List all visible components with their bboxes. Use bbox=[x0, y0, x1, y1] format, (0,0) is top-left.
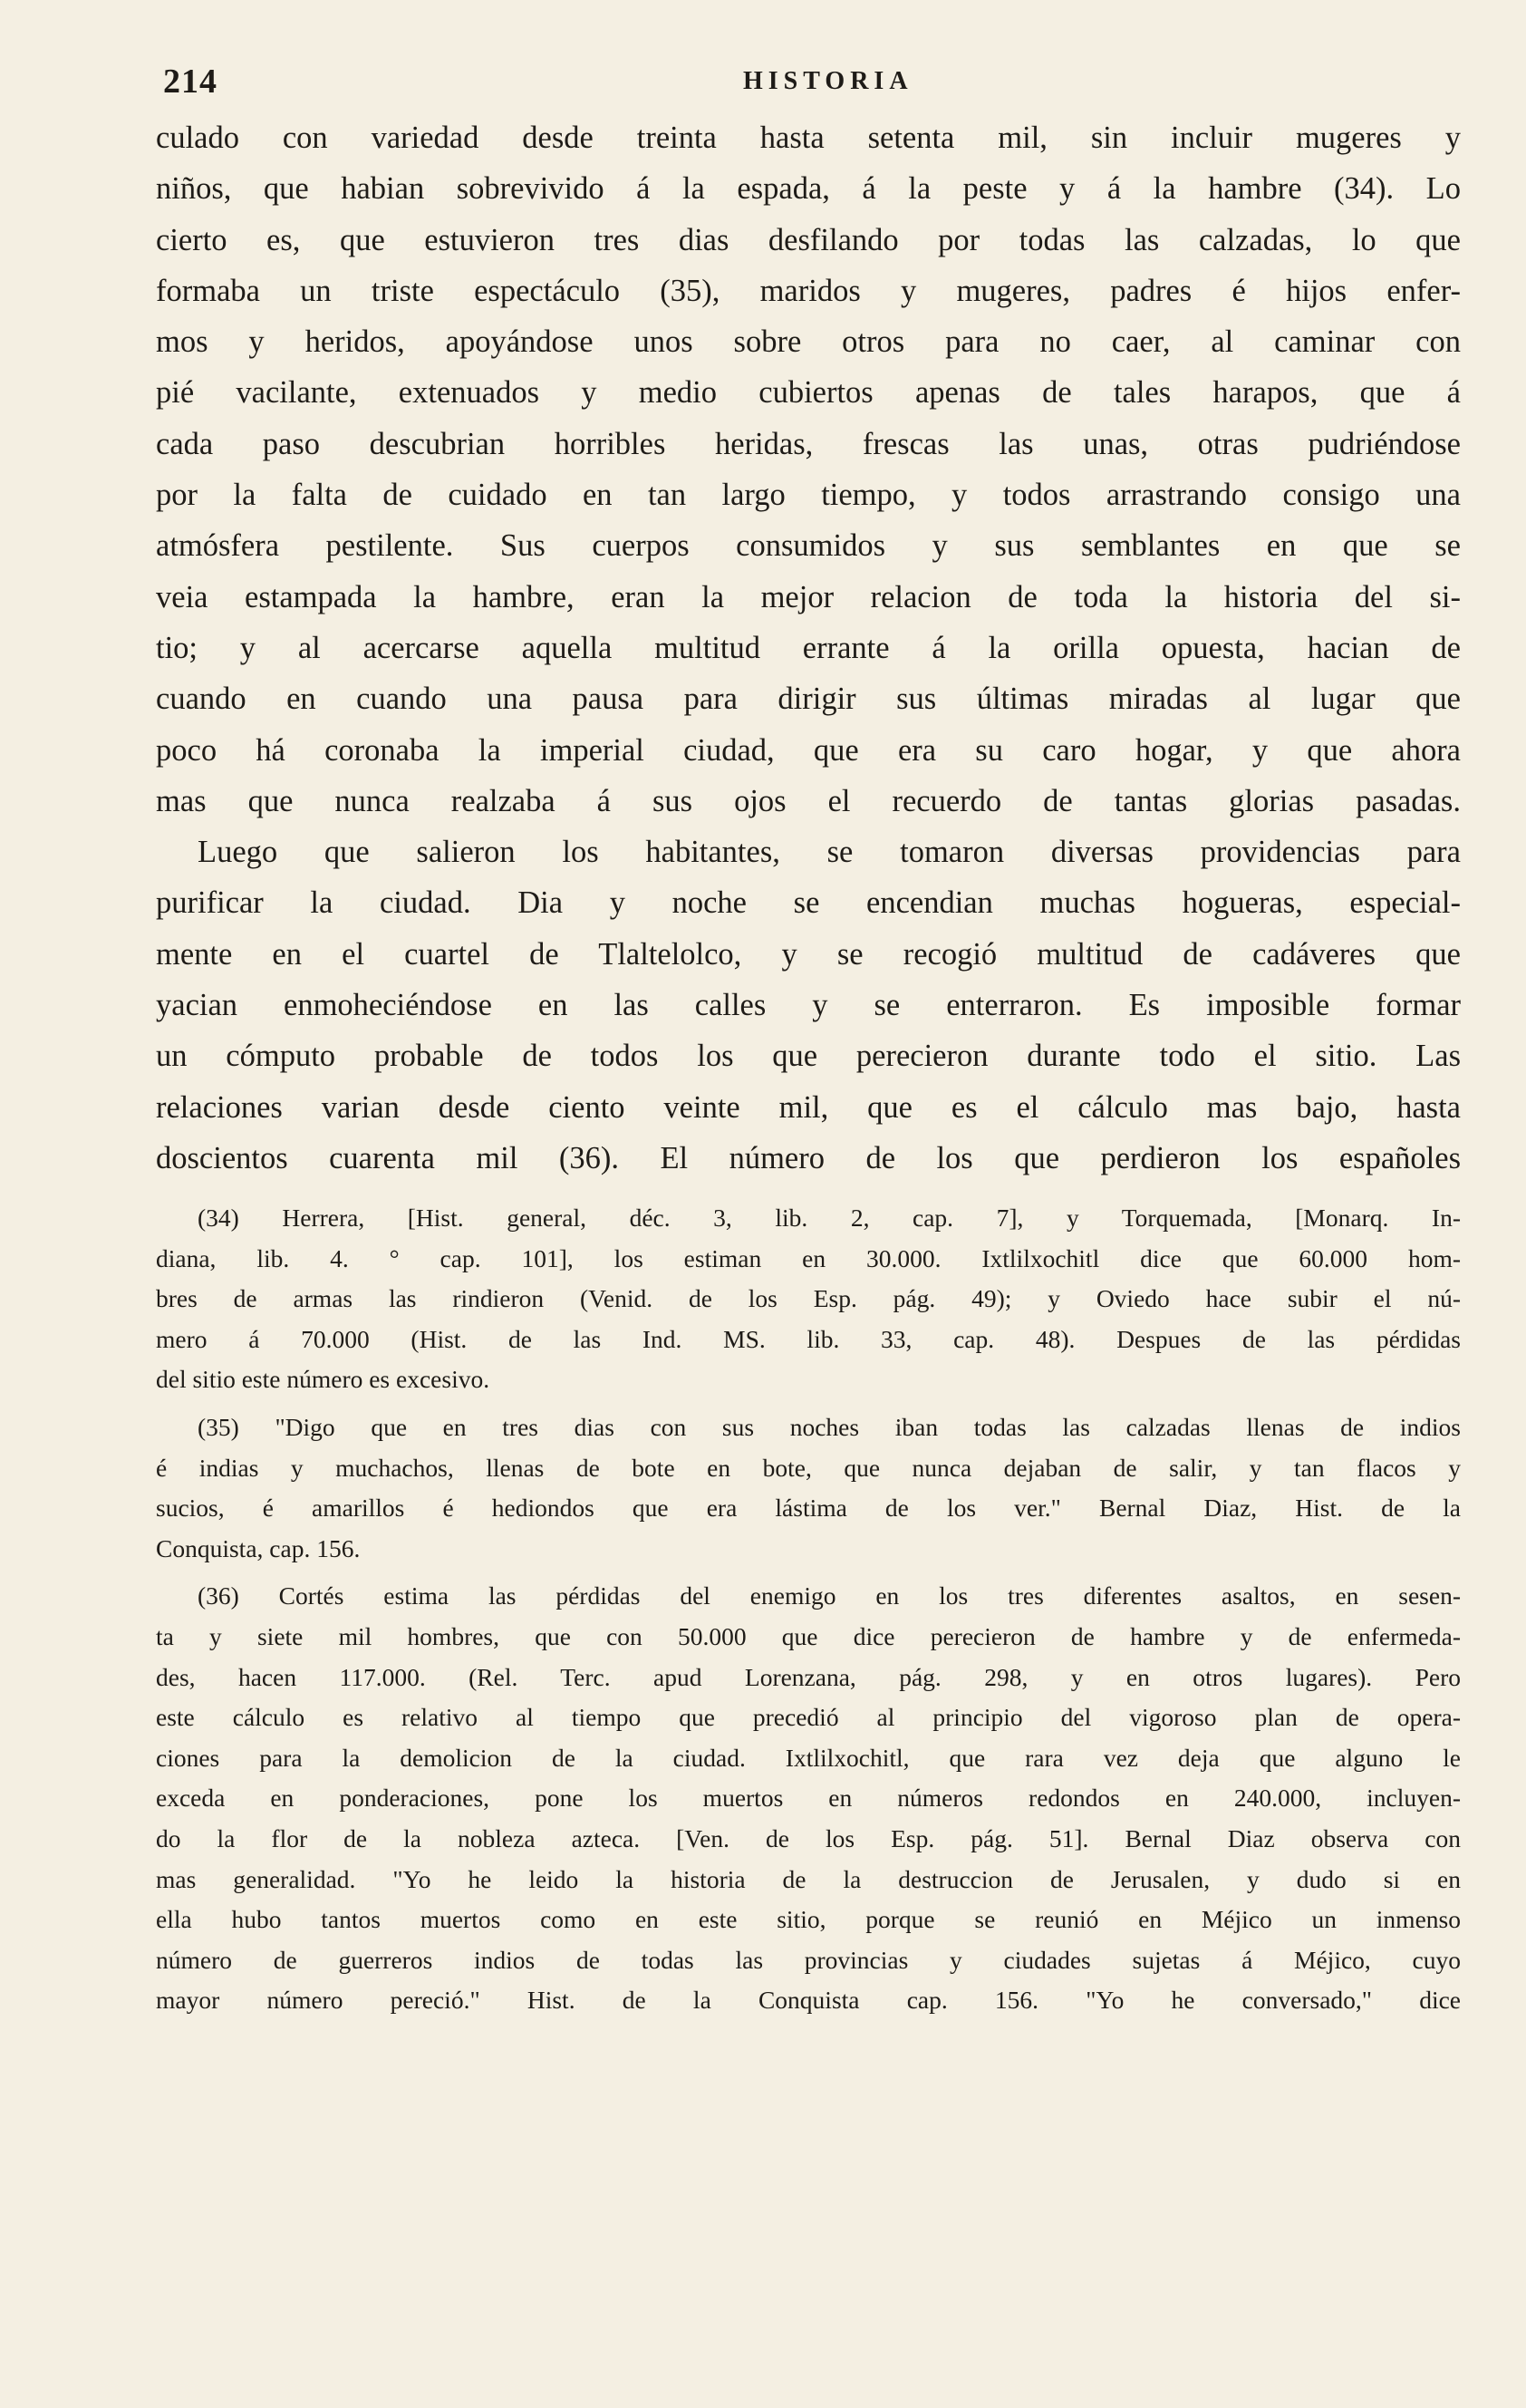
footnote-35 bbox=[156, 1407, 1461, 1569]
main-text bbox=[156, 112, 1461, 1184]
body-line-1: culado con variedad desde treinta hasta setenta mil, sin incluir mugeres y bbox=[156, 121, 1461, 155]
footnote-line: do la flor de la nobleza azteca. [Ven. de los Esp. pág. 51]. Bernal Diaz observa con bbox=[156, 1823, 1461, 1852]
footnote-line: bres de armas las rindieron (Venid. de los Esp. pág. 49); y Oviedo hace subir el nú- bbox=[156, 1284, 1461, 1313]
footnote-line: Conquista, cap. 156. bbox=[156, 1533, 361, 1562]
page-number: 214 bbox=[163, 63, 217, 101]
footnote-line: diana, lib. 4. ° cap. 101], los estiman en 30.000. Ixtlilxochitl dice que 60.000 hom- bbox=[156, 1243, 1461, 1272]
footnote-line: mayor número pereció." Hist. de la Conquista cap. 156. "Yo he conversado," dice bbox=[156, 1986, 1461, 2015]
body-line-2: niños, que habian sobrevivido á la espada, á la peste y á la hambre (34). Lo bbox=[156, 171, 1461, 207]
footnote-line: mero á 70.000 (Hist. de las Ind. MS. lib. 33, cap. 48). Despues de las pérdidas bbox=[156, 1324, 1461, 1353]
footnote-line: mas generalidad. "Yo he leido la historia de la destruccion de Jerusalen, y dudo si en bbox=[156, 1864, 1461, 1893]
footnote-line: sucios, é amarillos é hediondos que era lástima de los ver." Bernal Diaz, Hist. de la bbox=[156, 1494, 1461, 1523]
footnote-line: des, hacen 117.000. (Rel. Terc. apud Lorenzana, pág. 298, y en otros lugares). Pero bbox=[156, 1662, 1461, 1691]
footnote-line: exceda en ponderaciones, pone los muertos en números redondos en 240.000, incluyen- bbox=[156, 1784, 1461, 1813]
body-line-8: por la falta de cuidado en tan largo tiempo, y todos arrastrando consigo una bbox=[156, 478, 1461, 513]
body-line-16: purificar la ciudad. Dia y noche se encendian muchas hogueras, especial- bbox=[156, 885, 1461, 921]
footnote-line: (34) Herrera, [Hist. general, déc. 3, lib. 2, cap. 7], y Torquemada, [Monarq. In- bbox=[198, 1204, 1461, 1232]
footnote-line: número de guerreros indios de todas las provincias y ciudades sujetas á Méjico, cuyo bbox=[156, 1945, 1461, 1974]
footnote-line: (35) "Digo que en tres dias con sus noches iban todas las calzadas llenas de indios bbox=[198, 1412, 1461, 1441]
footnotes bbox=[156, 1198, 1461, 2021]
body-line-13: poco há coronaba la imperial ciudad, que era su caro hogar, y que ahora bbox=[156, 732, 1461, 768]
body-line-20: relaciones varian desde ciento veinte mil, que es el cálculo mas bajo, hasta bbox=[156, 1089, 1461, 1125]
body-line-14: mas que nunca realzaba á sus ojos el recuerdo de tantas glorias pasadas. bbox=[156, 783, 1461, 818]
footnote-line: ella hubo tantos muertos como en este sitio, porque se reunió en Méjico un inmenso bbox=[156, 1905, 1461, 1934]
footnote-34 bbox=[156, 1198, 1461, 1400]
body-line-3: cierto es, que estuvieron tres dias desfilando por todas las calzadas, lo que bbox=[156, 222, 1461, 257]
footnote-line: del sitio este número es excesivo. bbox=[156, 1365, 490, 1394]
footnote-line: (36) Cortés estima las pérdidas del enemigo en los tres diferentes asaltos, en sesen- bbox=[198, 1581, 1461, 1610]
body-line-11: tio; y al acercarse aquella multitud errante á la orilla opuesta, hacian de bbox=[156, 630, 1461, 665]
body-line-6: pié vacilante, extenuados y medio cubiertos apenas de tales harapos, que á bbox=[156, 375, 1461, 411]
body-line-21: doscientos cuarenta mil (36). El número de los que perdieron los españoles bbox=[156, 1140, 1461, 1175]
footnote-gap bbox=[156, 1400, 1461, 1407]
footnote-gap bbox=[156, 1569, 1461, 1576]
body-line-19: un cómputo probable de todos los que perecieron durante todo el sitio. Las bbox=[156, 1039, 1461, 1074]
body-line-7: cada paso descubrian horribles heridas, frescas las unas, otras pudriéndose bbox=[156, 426, 1461, 461]
body-line-15: Luego que salieron los habitantes, se tomaron diversas providencias para bbox=[198, 835, 1461, 870]
page-header bbox=[163, 62, 1468, 116]
running-head: HISTORIA bbox=[743, 67, 913, 95]
body-line-17: mente en el cuartel de Tlaltelolco, y se recogió multitud de cadáveres que bbox=[156, 936, 1461, 972]
body-line-18: yacian enmoheciéndose en las calles y se enterraron. Es imposible formar bbox=[156, 988, 1461, 1023]
body-line-12: cuando en cuando una pausa para dirigir sus últimas miradas al lugar que bbox=[156, 682, 1461, 717]
body-line-9: atmósfera pestilente. Sus cuerpos consumidos y sus semblantes en que se bbox=[156, 528, 1461, 564]
body-line-4: formaba un triste espectáculo (35), maridos y mugeres, padres é hijos enfer- bbox=[156, 273, 1461, 308]
footnote-line: é indias y muchachos, llenas de bote en bote, que nunca dejaban de salir, y tan flacos y bbox=[156, 1453, 1461, 1482]
body-line-5: mos y heridos, apoyándose unos sobre otros para no caer, al caminar con bbox=[156, 324, 1461, 360]
footnote-36 bbox=[156, 1576, 1461, 2021]
footnote-line: ta y siete mil hombres, que con 50.000 que dice perecieron de hambre y de enfermeda- bbox=[156, 1621, 1461, 1650]
footnote-line: este cálculo es relativo al tiempo que precedió al principio del vigoroso plan de opera- bbox=[156, 1703, 1461, 1732]
body-line-10: veia estampada la hambre, eran la mejor relacion de toda la historia del si- bbox=[156, 579, 1461, 614]
footnote-line: ciones para la demolicion de la ciudad. Ixtlilxochitl, que rara vez deja que alguno le bbox=[156, 1743, 1461, 1772]
